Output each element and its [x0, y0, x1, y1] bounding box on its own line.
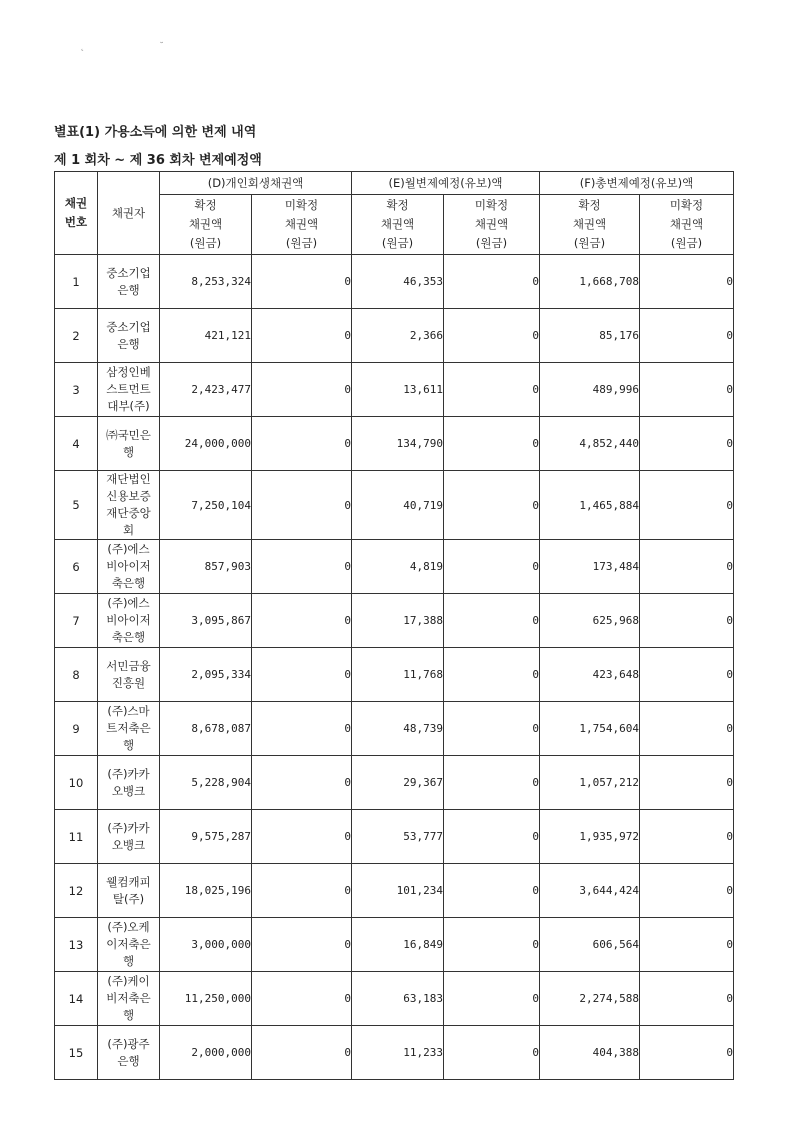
e-confirmed-amount: 4,819	[352, 540, 444, 594]
table-row	[55, 594, 734, 648]
row-number: 8	[55, 648, 98, 702]
f-confirmed-amount: 1,935,972	[540, 810, 640, 864]
f-confirmed-amount: 4,852,440	[540, 417, 640, 471]
e-confirmed-amount: 11,768	[352, 648, 444, 702]
d-unconfirmed-amount: 0	[252, 756, 352, 810]
row-number: 12	[55, 864, 98, 918]
e-confirmed-amount: 53,777	[352, 810, 444, 864]
e-confirmed-amount: 11,233	[352, 1026, 444, 1080]
header-e-confirmed: 확정 채권액 (원금)	[352, 195, 444, 255]
d-confirmed-amount: 3,000,000	[160, 918, 252, 972]
row-number: 10	[55, 756, 98, 810]
d-confirmed-amount: 8,678,087	[160, 702, 252, 756]
creditor-name: (주)카카 오뱅크	[98, 756, 160, 810]
e-unconfirmed-amount: 0	[444, 540, 540, 594]
f-confirmed-amount: 1,057,212	[540, 756, 640, 810]
row-number: 2	[55, 309, 98, 363]
d-confirmed-amount: 7,250,104	[160, 471, 252, 540]
d-confirmed-amount: 3,095,867	[160, 594, 252, 648]
table-row	[55, 918, 734, 972]
d-confirmed-amount: 8,253,324	[160, 255, 252, 309]
e-unconfirmed-amount: 0	[444, 1026, 540, 1080]
e-unconfirmed-amount: 0	[444, 363, 540, 417]
e-confirmed-amount: 48,739	[352, 702, 444, 756]
creditor-name: 중소기업 은행	[98, 255, 160, 309]
e-confirmed-amount: 16,849	[352, 918, 444, 972]
e-unconfirmed-amount: 0	[444, 309, 540, 363]
row-number: 15	[55, 1026, 98, 1080]
header-group-f: (F)총변제예정(유보)액	[540, 172, 734, 195]
row-number: 9	[55, 702, 98, 756]
header-no: 채권 번호	[55, 172, 98, 255]
creditor-name: 서민금융 진흥원	[98, 648, 160, 702]
creditor-name: (주)광주 은행	[98, 1026, 160, 1080]
row-number: 4	[55, 417, 98, 471]
header-group-d: (D)개인회생채권액	[160, 172, 352, 195]
table-row	[55, 309, 734, 363]
e-unconfirmed-amount: 0	[444, 864, 540, 918]
d-unconfirmed-amount: 0	[252, 810, 352, 864]
f-unconfirmed-amount: 0	[640, 255, 734, 309]
d-confirmed-amount: 2,095,334	[160, 648, 252, 702]
f-confirmed-amount: 404,388	[540, 1026, 640, 1080]
d-confirmed-amount: 857,903	[160, 540, 252, 594]
e-confirmed-amount: 2,366	[352, 309, 444, 363]
row-number: 3	[55, 363, 98, 417]
f-unconfirmed-amount: 0	[640, 309, 734, 363]
e-unconfirmed-amount: 0	[444, 255, 540, 309]
f-confirmed-amount: 85,176	[540, 309, 640, 363]
d-confirmed-amount: 5,228,904	[160, 756, 252, 810]
header-f-unconfirmed: 미확정 채권액 (원금)	[640, 195, 734, 255]
f-confirmed-amount: 3,644,424	[540, 864, 640, 918]
e-confirmed-amount: 13,611	[352, 363, 444, 417]
table-row	[55, 756, 734, 810]
creditor-name: (주)에스 비아이저 축은행	[98, 594, 160, 648]
row-number: 1	[55, 255, 98, 309]
table-row	[55, 255, 734, 309]
d-unconfirmed-amount: 0	[252, 417, 352, 471]
document-subtitle: 제 1 회차 ~ 제 36 회차 변제예정액	[54, 153, 262, 168]
creditor-name: 중소기업 은행	[98, 309, 160, 363]
creditor-name: 삼정인베 스트먼트 대부(주)	[98, 363, 160, 417]
document-title: 별표(1) 가용소득에 의한 변제 내역	[54, 125, 257, 140]
table-row	[55, 471, 734, 540]
e-confirmed-amount: 134,790	[352, 417, 444, 471]
creditor-name: (주)스마 트저축은 행	[98, 702, 160, 756]
d-unconfirmed-amount: 0	[252, 972, 352, 1026]
table-row	[55, 864, 734, 918]
f-unconfirmed-amount: 0	[640, 594, 734, 648]
table-row	[55, 972, 734, 1026]
e-confirmed-amount: 17,388	[352, 594, 444, 648]
f-confirmed-amount: 1,754,604	[540, 702, 640, 756]
creditor-name: 웰컴캐피 탈(주)	[98, 864, 160, 918]
d-unconfirmed-amount: 0	[252, 540, 352, 594]
header-group-e: (E)월변제예정(유보)액	[352, 172, 540, 195]
creditor-name: (주)케이 비저축은 행	[98, 972, 160, 1026]
row-number: 14	[55, 972, 98, 1026]
f-unconfirmed-amount: 0	[640, 363, 734, 417]
d-unconfirmed-amount: 0	[252, 702, 352, 756]
d-confirmed-amount: 24,000,000	[160, 417, 252, 471]
table-row	[55, 363, 734, 417]
repayment-table	[54, 171, 734, 1080]
e-unconfirmed-amount: 0	[444, 648, 540, 702]
header-e-unconfirmed: 미확정 채권액 (원금)	[444, 195, 540, 255]
row-number: 6	[55, 540, 98, 594]
d-unconfirmed-amount: 0	[252, 594, 352, 648]
d-confirmed-amount: 18,025,196	[160, 864, 252, 918]
f-unconfirmed-amount: 0	[640, 471, 734, 540]
creditor-name: ㈜국민은 행	[98, 417, 160, 471]
d-unconfirmed-amount: 0	[252, 363, 352, 417]
table-row	[55, 1026, 734, 1080]
e-unconfirmed-amount: 0	[444, 594, 540, 648]
f-confirmed-amount: 625,968	[540, 594, 640, 648]
d-unconfirmed-amount: 0	[252, 471, 352, 540]
e-confirmed-amount: 40,719	[352, 471, 444, 540]
d-confirmed-amount: 11,250,000	[160, 972, 252, 1026]
f-unconfirmed-amount: 0	[640, 972, 734, 1026]
d-unconfirmed-amount: 0	[252, 309, 352, 363]
creditor-name: (주)카카 오뱅크	[98, 810, 160, 864]
table-row	[55, 540, 734, 594]
d-unconfirmed-amount: 0	[252, 255, 352, 309]
table-row	[55, 417, 734, 471]
table-row	[55, 702, 734, 756]
f-confirmed-amount: 423,648	[540, 648, 640, 702]
e-confirmed-amount: 101,234	[352, 864, 444, 918]
e-confirmed-amount: 63,183	[352, 972, 444, 1026]
f-confirmed-amount: 173,484	[540, 540, 640, 594]
e-unconfirmed-amount: 0	[444, 417, 540, 471]
e-unconfirmed-amount: 0	[444, 918, 540, 972]
e-unconfirmed-amount: 0	[444, 756, 540, 810]
f-unconfirmed-amount: 0	[640, 1026, 734, 1080]
d-confirmed-amount: 9,575,287	[160, 810, 252, 864]
d-unconfirmed-amount: 0	[252, 918, 352, 972]
f-unconfirmed-amount: 0	[640, 756, 734, 810]
creditor-name: 재단법인 신용보증 재단중앙 회	[98, 471, 160, 540]
f-unconfirmed-amount: 0	[640, 648, 734, 702]
f-unconfirmed-amount: 0	[640, 540, 734, 594]
row-number: 13	[55, 918, 98, 972]
header-d-unconfirmed: 미확정 채권액 (원금)	[252, 195, 352, 255]
d-unconfirmed-amount: 0	[252, 864, 352, 918]
header-d-confirmed: 확정 채권액 (원금)	[160, 195, 252, 255]
f-confirmed-amount: 1,465,884	[540, 471, 640, 540]
table-row	[55, 648, 734, 702]
e-unconfirmed-amount: 0	[444, 471, 540, 540]
e-unconfirmed-amount: 0	[444, 810, 540, 864]
table-row	[55, 810, 734, 864]
d-confirmed-amount: 2,423,477	[160, 363, 252, 417]
f-confirmed-amount: 1,668,708	[540, 255, 640, 309]
d-confirmed-amount: 2,000,000	[160, 1026, 252, 1080]
d-confirmed-amount: 421,121	[160, 309, 252, 363]
creditor-name: (주)오케 이저축은 행	[98, 918, 160, 972]
f-unconfirmed-amount: 0	[640, 918, 734, 972]
f-confirmed-amount: 606,564	[540, 918, 640, 972]
e-unconfirmed-amount: 0	[444, 702, 540, 756]
f-confirmed-amount: 489,996	[540, 363, 640, 417]
header-f-confirmed: 확정 채권액 (원금)	[540, 195, 640, 255]
f-unconfirmed-amount: 0	[640, 417, 734, 471]
f-unconfirmed-amount: 0	[640, 864, 734, 918]
d-unconfirmed-amount: 0	[252, 1026, 352, 1080]
scan-specks: ˛ ˘	[80, 42, 200, 52]
f-confirmed-amount: 2,274,588	[540, 972, 640, 1026]
e-unconfirmed-amount: 0	[444, 972, 540, 1026]
row-number: 5	[55, 471, 98, 540]
f-unconfirmed-amount: 0	[640, 810, 734, 864]
header-creditor: 채권자	[98, 172, 160, 255]
row-number: 11	[55, 810, 98, 864]
e-confirmed-amount: 29,367	[352, 756, 444, 810]
row-number: 7	[55, 594, 98, 648]
d-unconfirmed-amount: 0	[252, 648, 352, 702]
creditor-name: (주)에스 비아이저 축은행	[98, 540, 160, 594]
e-confirmed-amount: 46,353	[352, 255, 444, 309]
f-unconfirmed-amount: 0	[640, 702, 734, 756]
